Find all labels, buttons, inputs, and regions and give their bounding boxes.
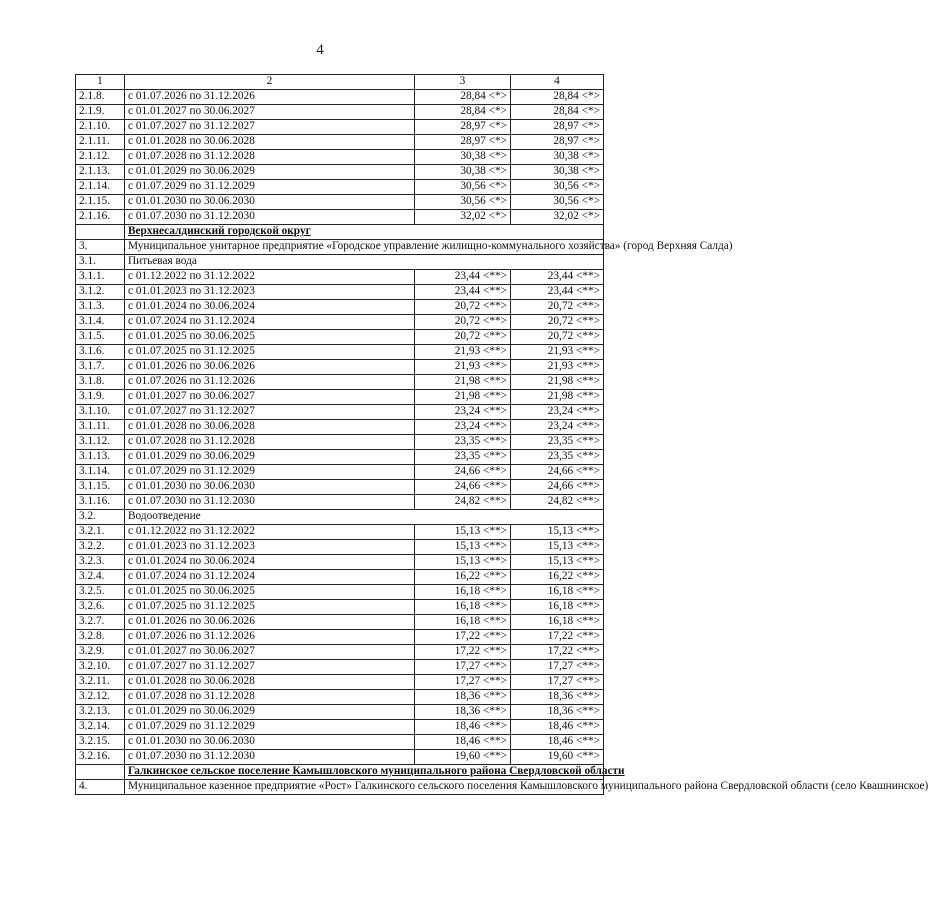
row-period: с 01.01.2027 по 30.06.2027 [125, 390, 415, 405]
row-number: 2.1.14. [76, 180, 125, 195]
row-number: 3.1.1. [76, 270, 125, 285]
row-period: с 01.07.2027 по 31.12.2027 [125, 120, 415, 135]
table-row [76, 390, 604, 405]
table-row [76, 480, 604, 495]
row-period: с 01.01.2030 по 30.06.2030 [125, 735, 415, 750]
section-title: Водоотведение [125, 510, 604, 525]
row-value-col3: 20,72 <**> [415, 330, 511, 345]
header-cell: 2 [125, 75, 415, 90]
organization-name: Муниципальное казенное предприятие «Рост» Галкинского сельского поселения Камышловского муниципального района Свердловской области (село Квашнинское) [125, 780, 604, 795]
row-number: 3.2.2. [76, 540, 125, 555]
row-value-col3: 28,84 <*> [415, 90, 511, 105]
row-value-col4: 17,27 <**> [511, 675, 604, 690]
row-number: 3.1.14. [76, 465, 125, 480]
row-number: 3.2.8. [76, 630, 125, 645]
row-value-col3: 30,56 <*> [415, 195, 511, 210]
row-period: с 01.07.2024 по 31.12.2024 [125, 315, 415, 330]
row-period: с 01.01.2024 по 30.06.2024 [125, 555, 415, 570]
row-period: с 01.01.2028 по 30.06.2028 [125, 420, 415, 435]
row-value-col3: 30,38 <*> [415, 150, 511, 165]
table-row [76, 105, 604, 120]
table-row [76, 375, 604, 390]
row-value-col3: 21,93 <**> [415, 360, 511, 375]
row-value-col4: 28,84 <*> [511, 105, 604, 120]
row-period: с 01.07.2029 по 31.12.2029 [125, 465, 415, 480]
row-value-col4: 24,66 <**> [511, 465, 604, 480]
row-number: 3.1.4. [76, 315, 125, 330]
row-number: 3.2.7. [76, 615, 125, 630]
table-row [76, 630, 604, 645]
row-value-col4: 24,66 <**> [511, 480, 604, 495]
section-row [76, 255, 604, 270]
table-row [76, 660, 604, 675]
row-value-col3: 21,98 <**> [415, 375, 511, 390]
row-number: 3.2.9. [76, 645, 125, 660]
header-cell: 1 [76, 75, 125, 90]
row-value-col3: 23,44 <**> [415, 285, 511, 300]
row-value-col4: 28,97 <*> [511, 120, 604, 135]
row-value-col4: 21,93 <**> [511, 345, 604, 360]
row-value-col3: 17,27 <**> [415, 660, 511, 675]
row-value-col4: 17,22 <**> [511, 630, 604, 645]
row-period: с 01.07.2030 по 31.12.2030 [125, 495, 415, 510]
header-cell: 3 [415, 75, 511, 90]
row-value-col4: 28,84 <*> [511, 90, 604, 105]
header-row [76, 75, 604, 90]
row-value-col4: 32,02 <*> [511, 210, 604, 225]
row-value-col4: 23,44 <**> [511, 285, 604, 300]
row-value-col4: 30,38 <*> [511, 165, 604, 180]
header-cell: 4 [511, 75, 604, 90]
row-value-col4: 30,56 <*> [511, 180, 604, 195]
row-value-col3: 15,13 <**> [415, 525, 511, 540]
row-value-col4: 30,56 <*> [511, 195, 604, 210]
row-period: с 01.07.2026 по 31.12.2026 [125, 375, 415, 390]
table-row [76, 750, 604, 765]
table-row [76, 600, 604, 615]
row-value-col4: 24,82 <**> [511, 495, 604, 510]
row-value-col3: 16,18 <**> [415, 600, 511, 615]
organization-row [76, 780, 604, 795]
region-row-spacer [76, 225, 125, 240]
table-row [76, 495, 604, 510]
row-value-col4: 20,72 <**> [511, 315, 604, 330]
row-value-col3: 16,18 <**> [415, 585, 511, 600]
row-value-col4: 16,18 <**> [511, 600, 604, 615]
table-row [76, 120, 604, 135]
row-period: с 01.07.2030 по 31.12.2030 [125, 210, 415, 225]
row-period: с 01.01.2030 по 30.06.2030 [125, 195, 415, 210]
row-value-col3: 23,24 <**> [415, 420, 511, 435]
row-number: 2.1.8. [76, 90, 125, 105]
row-value-col3: 24,82 <**> [415, 495, 511, 510]
row-value-col4: 23,35 <**> [511, 435, 604, 450]
row-value-col4: 21,98 <**> [511, 390, 604, 405]
row-period: с 01.07.2027 по 31.12.2027 [125, 405, 415, 420]
row-period: с 01.07.2027 по 31.12.2027 [125, 660, 415, 675]
region-title: Галкинское сельское поселение Камышловского муниципального района Свердловской области [125, 765, 604, 780]
row-period: с 01.07.2029 по 31.12.2029 [125, 720, 415, 735]
table-row [76, 270, 604, 285]
row-number: 3.2.14. [76, 720, 125, 735]
row-value-col4: 20,72 <**> [511, 330, 604, 345]
row-period: с 01.07.2025 по 31.12.2025 [125, 600, 415, 615]
table-row [76, 135, 604, 150]
row-number: 3.1.2. [76, 285, 125, 300]
row-number: 2.1.11. [76, 135, 125, 150]
row-value-col4: 23,24 <**> [511, 405, 604, 420]
row-value-col3: 28,97 <*> [415, 120, 511, 135]
row-number: 3.1.16. [76, 495, 125, 510]
row-number: 3.2.16. [76, 750, 125, 765]
row-period: с 01.07.2029 по 31.12.2029 [125, 180, 415, 195]
row-value-col3: 18,36 <**> [415, 690, 511, 705]
row-value-col4: 23,24 <**> [511, 420, 604, 435]
table-row [76, 195, 604, 210]
table-row [76, 315, 604, 330]
section-title: Питьевая вода [125, 255, 604, 270]
row-period: с 01.01.2026 по 30.06.2026 [125, 615, 415, 630]
row-number: 3.2.1. [76, 525, 125, 540]
region-title: Верхнесалдинский городской округ [125, 225, 604, 240]
row-number: 3.1.3. [76, 300, 125, 315]
row-value-col4: 19,60 <**> [511, 750, 604, 765]
row-period: с 01.12.2022 по 31.12.2022 [125, 525, 415, 540]
table-row [76, 210, 604, 225]
row-value-col3: 17,27 <**> [415, 675, 511, 690]
row-value-col3: 32,02 <*> [415, 210, 511, 225]
row-period: с 01.07.2024 по 31.12.2024 [125, 570, 415, 585]
row-value-col3: 23,44 <**> [415, 270, 511, 285]
table-row [76, 285, 604, 300]
row-period: с 01.07.2028 по 31.12.2028 [125, 690, 415, 705]
row-number: 3.1.13. [76, 450, 125, 465]
row-period: с 01.07.2026 по 31.12.2026 [125, 630, 415, 645]
row-value-col3: 28,84 <*> [415, 105, 511, 120]
row-period: с 01.01.2024 по 30.06.2024 [125, 300, 415, 315]
page-number: 4 [316, 42, 324, 58]
row-number: 2.1.13. [76, 165, 125, 180]
table-row [76, 540, 604, 555]
row-value-col4: 23,35 <**> [511, 450, 604, 465]
row-value-col4: 16,22 <**> [511, 570, 604, 585]
row-number: 3.2.6. [76, 600, 125, 615]
row-number: 3.1.6. [76, 345, 125, 360]
row-number: 3.2.4. [76, 570, 125, 585]
row-number: 2.1.12. [76, 150, 125, 165]
table-row [76, 465, 604, 480]
row-value-col3: 21,93 <**> [415, 345, 511, 360]
table-row [76, 705, 604, 720]
table-row [76, 720, 604, 735]
row-value-col4: 18,36 <**> [511, 690, 604, 705]
row-number: 4. [76, 780, 125, 795]
table-row [76, 570, 604, 585]
table-row [76, 690, 604, 705]
table-row [76, 675, 604, 690]
row-period: с 01.01.2025 по 30.06.2025 [125, 585, 415, 600]
row-number: 3.1.8. [76, 375, 125, 390]
row-number: 3. [76, 240, 125, 255]
row-value-col3: 23,24 <**> [415, 405, 511, 420]
row-value-col4: 16,18 <**> [511, 615, 604, 630]
row-period: с 01.01.2029 по 30.06.2029 [125, 450, 415, 465]
row-value-col4: 15,13 <**> [511, 555, 604, 570]
row-period: с 01.01.2030 по 30.06.2030 [125, 480, 415, 495]
table-row [76, 330, 604, 345]
table-row [76, 345, 604, 360]
row-period: с 01.01.2027 по 30.06.2027 [125, 645, 415, 660]
row-value-col4: 17,22 <**> [511, 645, 604, 660]
row-value-col3: 15,13 <**> [415, 540, 511, 555]
table-row [76, 150, 604, 165]
table-row [76, 405, 604, 420]
row-value-col3: 24,66 <**> [415, 465, 511, 480]
row-value-col3: 21,98 <**> [415, 390, 511, 405]
row-number: 2.1.16. [76, 210, 125, 225]
row-number: 3.1.5. [76, 330, 125, 345]
row-period: с 01.01.2029 по 30.06.2029 [125, 705, 415, 720]
row-number: 3.1. [76, 255, 125, 270]
tariff-table [75, 74, 928, 795]
row-period: с 01.07.2025 по 31.12.2025 [125, 345, 415, 360]
row-number: 3.2.13. [76, 705, 125, 720]
row-value-col3: 30,56 <*> [415, 180, 511, 195]
row-period: с 01.07.2030 по 31.12.2030 [125, 750, 415, 765]
row-value-col4: 21,98 <**> [511, 375, 604, 390]
row-value-col3: 23,35 <**> [415, 450, 511, 465]
row-value-col3: 24,66 <**> [415, 480, 511, 495]
row-number: 2.1.10. [76, 120, 125, 135]
section-row [76, 510, 604, 525]
row-value-col3: 19,60 <**> [415, 750, 511, 765]
row-number: 3.2.12. [76, 690, 125, 705]
row-number: 3.2. [76, 510, 125, 525]
table-row [76, 435, 604, 450]
row-value-col3: 23,35 <**> [415, 435, 511, 450]
row-value-col4: 21,93 <**> [511, 360, 604, 375]
row-number: 3.2.3. [76, 555, 125, 570]
row-value-col3: 20,72 <**> [415, 315, 511, 330]
row-period: с 01.01.2025 по 30.06.2025 [125, 330, 415, 345]
table-row [76, 615, 604, 630]
row-period: с 01.01.2023 по 31.12.2023 [125, 540, 415, 555]
row-period: с 01.01.2029 по 30.06.2029 [125, 165, 415, 180]
row-number: 3.2.5. [76, 585, 125, 600]
row-value-col3: 30,38 <*> [415, 165, 511, 180]
row-number: 2.1.15. [76, 195, 125, 210]
table-row [76, 300, 604, 315]
row-number: 3.1.11. [76, 420, 125, 435]
row-value-col3: 17,22 <**> [415, 630, 511, 645]
row-value-col3: 18,36 <**> [415, 705, 511, 720]
row-period: с 01.07.2026 по 31.12.2026 [125, 90, 415, 105]
row-period: с 01.01.2028 по 30.06.2028 [125, 675, 415, 690]
region-row-spacer [76, 765, 125, 780]
row-number: 3.1.10. [76, 405, 125, 420]
row-value-col3: 18,46 <**> [415, 720, 511, 735]
table-row [76, 180, 604, 195]
row-value-col3: 16,22 <**> [415, 570, 511, 585]
row-value-col4: 28,97 <*> [511, 135, 604, 150]
row-value-col3: 20,72 <**> [415, 300, 511, 315]
row-value-col4: 18,46 <**> [511, 720, 604, 735]
tariff-table-body [76, 75, 928, 795]
row-number: 3.1.12. [76, 435, 125, 450]
row-number: 3.2.11. [76, 675, 125, 690]
row-value-col4: 23,44 <**> [511, 270, 604, 285]
row-value-col3: 28,97 <*> [415, 135, 511, 150]
table-row [76, 420, 604, 435]
table-row [76, 735, 604, 750]
row-period: с 01.07.2028 по 31.12.2028 [125, 150, 415, 165]
row-period: с 01.01.2023 по 31.12.2023 [125, 285, 415, 300]
organization-name: Муниципальное унитарное предприятие «Городское управление жилищно-коммунального хозяйства» (город Верхняя Салда) [125, 240, 604, 255]
row-period: с 01.01.2027 по 30.06.2027 [125, 105, 415, 120]
table-row [76, 585, 604, 600]
region-row [76, 765, 604, 780]
row-value-col3: 17,22 <**> [415, 645, 511, 660]
row-value-col3: 15,13 <**> [415, 555, 511, 570]
table-row [76, 450, 604, 465]
organization-row [76, 240, 604, 255]
row-value-col3: 16,18 <**> [415, 615, 511, 630]
row-period: с 01.01.2028 по 30.06.2028 [125, 135, 415, 150]
row-number: 2.1.9. [76, 105, 125, 120]
row-value-col4: 17,27 <**> [511, 660, 604, 675]
row-period: с 01.12.2022 по 31.12.2022 [125, 270, 415, 285]
region-row [76, 225, 604, 240]
row-period: с 01.01.2026 по 30.06.2026 [125, 360, 415, 375]
row-value-col4: 15,13 <**> [511, 525, 604, 540]
row-number: 3.1.15. [76, 480, 125, 495]
row-value-col4: 18,46 <**> [511, 735, 604, 750]
row-value-col4: 20,72 <**> [511, 300, 604, 315]
table-row [76, 645, 604, 660]
row-value-col3: 18,46 <**> [415, 735, 511, 750]
row-number: 3.1.7. [76, 360, 125, 375]
row-value-col4: 15,13 <**> [511, 540, 604, 555]
table-row [76, 525, 604, 540]
row-period: с 01.07.2028 по 31.12.2028 [125, 435, 415, 450]
row-number: 3.1.9. [76, 390, 125, 405]
table-row [76, 360, 604, 375]
table-row [76, 165, 604, 180]
row-value-col4: 18,36 <**> [511, 705, 604, 720]
row-value-col4: 30,38 <*> [511, 150, 604, 165]
row-value-col4: 16,18 <**> [511, 585, 604, 600]
table-row [76, 555, 604, 570]
table-row [76, 90, 604, 105]
row-number: 3.2.10. [76, 660, 125, 675]
row-number: 3.2.15. [76, 735, 125, 750]
